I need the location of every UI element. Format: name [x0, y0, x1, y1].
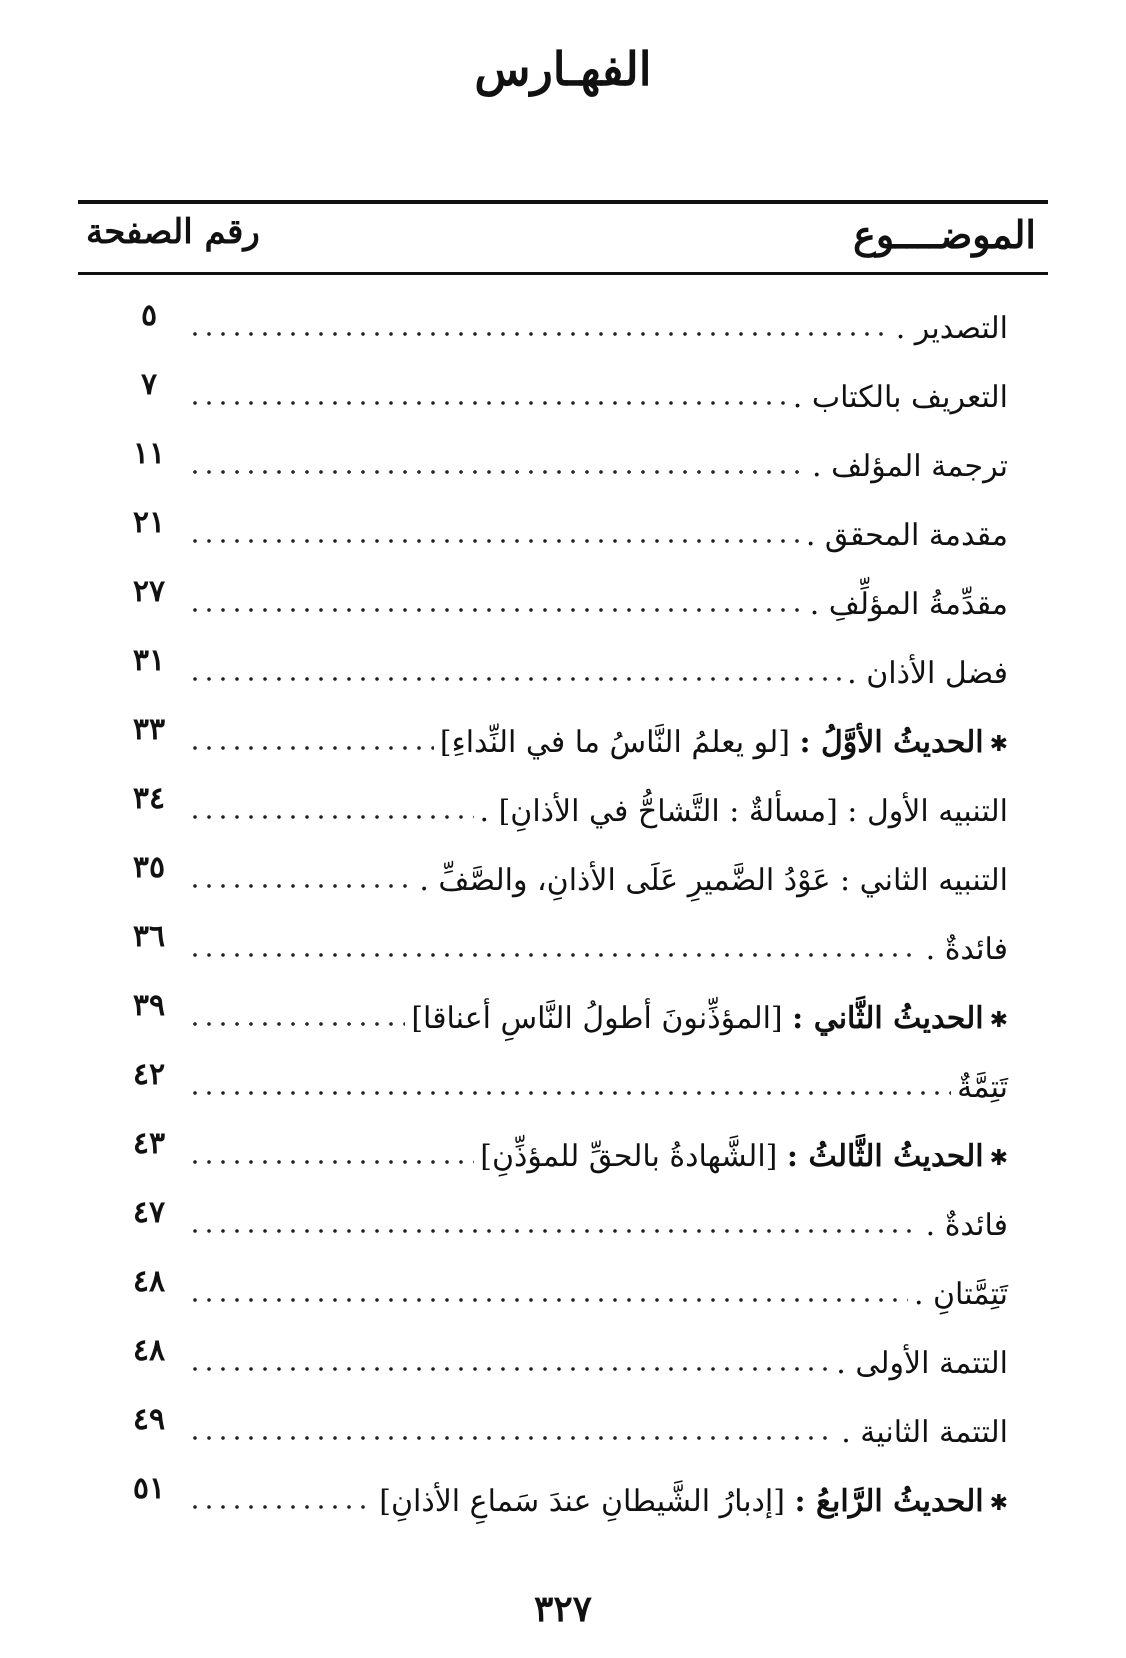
toc-page-number: ٤٧ — [132, 1195, 166, 1230]
toc-entry-text — [804, 587, 1008, 622]
toc-entry-text — [405, 1001, 1008, 1036]
toc-entry-text — [920, 1208, 1008, 1243]
toc-list — [78, 290, 1048, 1532]
dot-leader — [188, 539, 800, 543]
toc-entry-label: التنبيه الأول : [مسألةٌ : التَّشاحُّ في الأذانِ] . — [479, 794, 1008, 829]
hadith-label: الحديثُ الثَّاني : — [792, 1001, 984, 1036]
toc-entry-label: التعريف بالكتاب . — [792, 380, 1008, 415]
toc-entry-label: التنبيه الثاني : عَوْدُ الضَّميرِ عَلَى الأذانِ، والصَّفِّ . — [419, 863, 1008, 898]
toc-entry-title — [188, 848, 1008, 898]
toc-entry-title — [188, 1331, 1008, 1381]
toc-entry-text — [434, 725, 1008, 760]
dot-leader — [188, 470, 806, 474]
hadith-label: الحديثُ الثَّالثُ : — [786, 1139, 984, 1174]
toc-entry — [78, 1118, 1048, 1187]
toc-entry — [78, 497, 1048, 566]
toc-entry-label: [إدبارُ الشَّيطانِ عندَ سَماعِ الأذانِ] — [379, 1484, 785, 1519]
toc-entry — [78, 1187, 1048, 1256]
toc-entry-title — [188, 917, 1008, 967]
toc-entry-label: التتمة الأولى . — [836, 1346, 1008, 1381]
toc-entry-text — [474, 794, 1008, 829]
toc-entry-text — [890, 311, 1008, 346]
header-top-rule — [78, 200, 1048, 204]
toc-entry-title — [188, 572, 1008, 622]
toc-entry-text — [806, 449, 1008, 484]
toc-entry-title — [188, 434, 1008, 484]
dot-leader — [188, 608, 804, 612]
toc-entry — [78, 773, 1048, 842]
toc-entry-text — [835, 1415, 1008, 1450]
toc-entry — [78, 911, 1048, 980]
toc-entry-title — [188, 641, 1008, 691]
toc-entry-text — [830, 1346, 1008, 1381]
toc-page-number: ٤٨ — [132, 1264, 166, 1299]
toc-page-number: ٣١ — [132, 643, 166, 678]
hadith-label: الحديثُ الأوَّلُ : — [799, 725, 984, 760]
topic-column-header: الموضــــوع — [853, 212, 1036, 257]
toc-entry-label: التصدير . — [895, 311, 1008, 346]
toc-page-number: ٥١ — [132, 1471, 166, 1506]
toc-entry — [78, 1394, 1048, 1463]
toc-page-number: ٣٥ — [132, 850, 166, 885]
toc-entry-title — [188, 779, 1008, 829]
toc-entry-text — [841, 656, 1008, 691]
bullet-star-icon: ✱ — [989, 1007, 1008, 1033]
toc-page-number: ٧ — [140, 367, 158, 402]
toc-entry — [78, 980, 1048, 1049]
toc-entry-title — [188, 1400, 1008, 1450]
toc-entry-label: [لو يعلمُ النَّاسُ ما في النِّداءِ] — [439, 725, 790, 760]
dot-leader — [188, 1022, 405, 1026]
dot-leader — [188, 1229, 920, 1233]
toc-entry-label: مقدمة المحقق . — [805, 518, 1008, 553]
toc-page-number: ٤٩ — [132, 1402, 166, 1437]
toc-entry-label: التتمة الثانية . — [841, 1415, 1008, 1450]
toc-entry-text — [373, 1484, 1008, 1519]
dot-leader — [188, 953, 920, 957]
toc-entry-title — [188, 365, 1008, 415]
dot-leader — [188, 884, 413, 888]
toc-page-number: ٣٤ — [132, 781, 166, 816]
bullet-star-icon: ✱ — [989, 731, 1008, 757]
toc-entry-label: [الشَّهادةُ بالحقِّ للمؤذِّنِ] — [480, 1139, 778, 1174]
toc-page-number: ٣٣ — [132, 712, 166, 747]
toc-entry — [78, 428, 1048, 497]
toc-entry-title — [188, 986, 1008, 1036]
page-number-column-header: رقم الصفحة — [86, 212, 260, 252]
toc-page-number: ٤٢ — [132, 1057, 166, 1092]
toc-entry-title — [188, 1124, 1008, 1174]
toc-entry-label: فضل الأذان . — [847, 656, 1008, 691]
toc-page-number: ٢١ — [132, 505, 166, 540]
toc-entry — [78, 1463, 1048, 1532]
toc-page-number: ٤٣ — [132, 1126, 166, 1161]
dot-leader — [188, 677, 841, 681]
table-header — [78, 206, 1048, 268]
toc-entry-title — [188, 1262, 1008, 1312]
toc-entry — [78, 1049, 1048, 1118]
toc-entry-title — [188, 710, 1008, 760]
hadith-label: الحديثُ الرَّابعُ : — [794, 1484, 984, 1519]
bullet-star-icon: ✱ — [989, 1145, 1008, 1171]
dot-leader — [188, 1298, 908, 1302]
dot-leader — [188, 1160, 474, 1164]
toc-page-number: ٤٨ — [132, 1333, 166, 1368]
bullet-star-icon: ✱ — [989, 1490, 1008, 1516]
toc-entry-label: مقدِّمةُ المؤلِّفِ . — [809, 587, 1008, 622]
toc-entry — [78, 1256, 1048, 1325]
toc-entry-title — [188, 296, 1008, 346]
toc-page-number: ٣٦ — [132, 919, 166, 954]
toc-entry-title — [188, 1469, 1008, 1519]
toc-entry-text — [920, 932, 1008, 967]
toc-entry-text — [787, 380, 1008, 415]
toc-entry — [78, 290, 1048, 359]
toc-page-number: ٢٧ — [132, 574, 166, 609]
toc-entry-title — [188, 1055, 1008, 1105]
toc-entry-text — [413, 863, 1008, 898]
toc-page-number: ١١ — [132, 436, 166, 471]
page-title: الفهـارس — [474, 42, 652, 96]
toc-entry — [78, 842, 1048, 911]
toc-entry — [78, 704, 1048, 773]
toc-entry-label: فائدةٌ . — [925, 932, 1008, 967]
header-bottom-rule — [78, 272, 1048, 275]
toc-entry — [78, 359, 1048, 428]
dot-leader — [188, 1436, 835, 1440]
toc-entry-label: فائدةٌ . — [925, 1208, 1008, 1243]
toc-entry-label: تَتِمَّتانِ . — [913, 1277, 1008, 1312]
toc-entry — [78, 1325, 1048, 1394]
toc-entry-text — [908, 1277, 1008, 1312]
dot-leader — [188, 746, 434, 750]
toc-entry-text — [474, 1139, 1008, 1174]
toc-entry — [78, 566, 1048, 635]
dot-leader — [188, 1367, 830, 1371]
toc-entry-label: ترجمة المؤلف . — [812, 449, 1008, 484]
toc-entry-title — [188, 1193, 1008, 1243]
toc-entry-text — [951, 1070, 1008, 1105]
toc-entry-label: تَتِمَّةٌ — [957, 1070, 1008, 1105]
dot-leader — [188, 401, 787, 405]
toc-entry-text — [800, 518, 1008, 553]
dot-leader — [188, 815, 474, 819]
page-folio: ٣٢٧ — [533, 1588, 592, 1630]
dot-leader — [188, 1505, 373, 1509]
toc-page-number: ٣٩ — [132, 988, 166, 1023]
toc-entry-label: [المؤذِّنونَ أطولُ النَّاسِ أعناقا] — [411, 1001, 783, 1036]
dot-leader — [188, 1091, 951, 1095]
toc-entry-title — [188, 503, 1008, 553]
toc-page-number: ٥ — [140, 298, 158, 333]
dot-leader — [188, 332, 890, 336]
toc-entry — [78, 635, 1048, 704]
